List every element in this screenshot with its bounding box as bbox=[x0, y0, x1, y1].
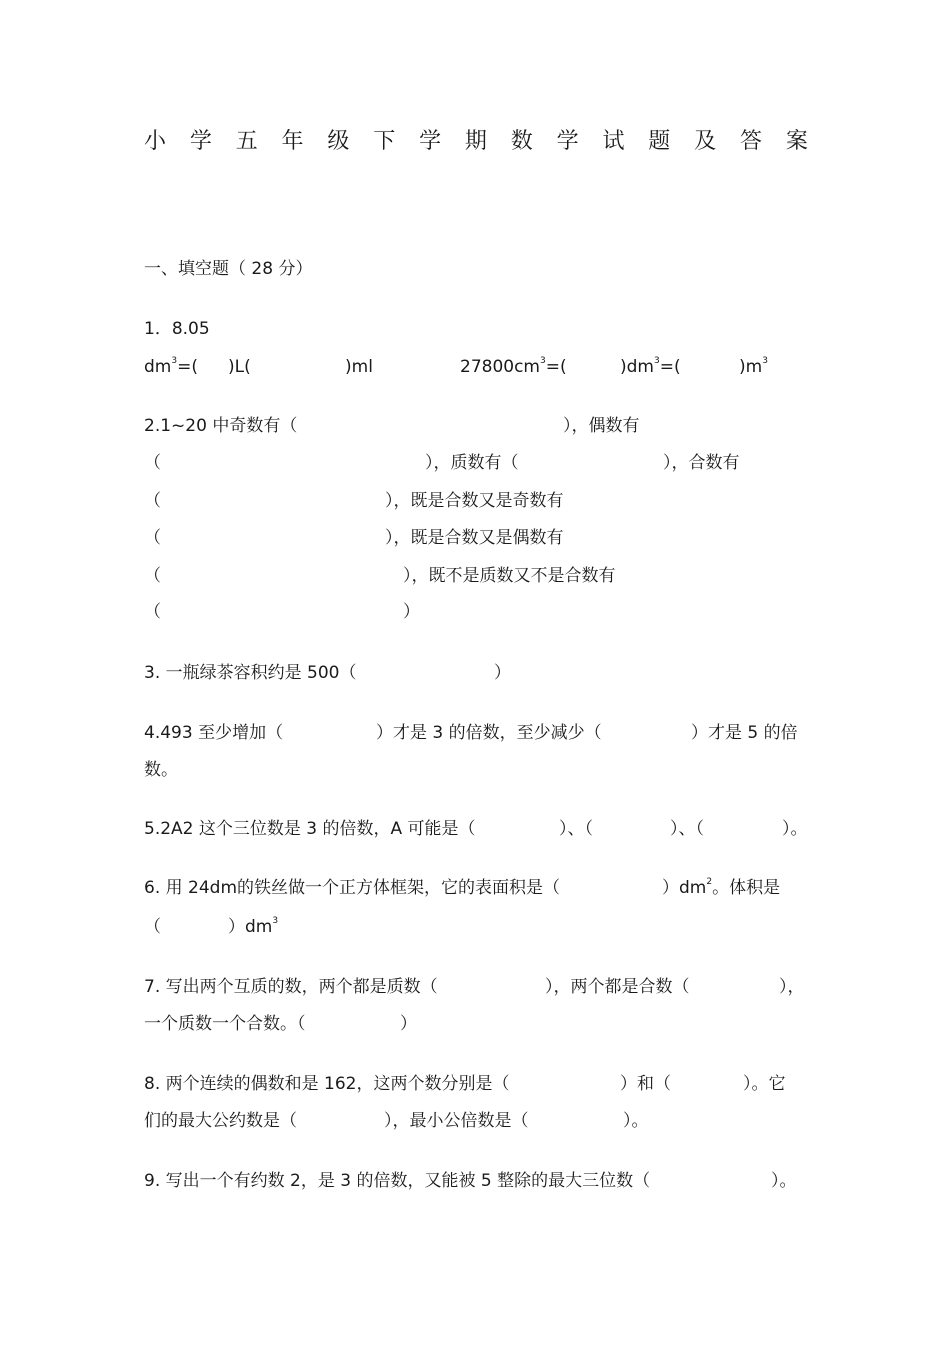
title-char: 五 bbox=[235, 129, 258, 154]
title-char: 年 bbox=[281, 129, 304, 154]
document-page: 小 学 五 年 级 下 学 期 数 学 试 题 及 答 案 一、填空题（ 28 分） 1．8.05 $dm^3=$( )L( )ml $27800cm^3=$( )$dm^3=$( )$m^3$ 2.1~20 中奇数有（ ），偶数有 （ ），质数有（ ），合数有 （ ），既是合数又是奇数有 （ ），既是合数又是偶数有 （ ），既不是质数又不是合数有 （ ） 3. 一瓶绿茶容积约是 500（ ） 4.493 至少增加（ ）才是 3 的倍数，至少减少（ ）才是 5 的倍 数。 5.2A2 这个三位数是 3 的倍数，A 可能是（ ）、（ ）、（ ）。 6. 用 24dm的铁丝做一个正方体框架，它的表面积是（ ）$dm^2$。体积是 （ ）$dm^3$ 7. 写出两个互质的数，两个都是质数（ ），两个都是合数（ ）， 一个质数一个合数。（ ） 8. 两个连续的偶数和是 162，这两个数分别是（ ）和（ ）。它 们的最大公约数是（ ），最小公倍数是（ ）。 9. 写出一个有约数 2，是 3 的倍数，又能被 5 整除的最大三位数（ ）。 bbox=[144, 129, 808, 1191]
section-heading-fill-blank: 一、填空题（ 28 分） bbox=[144, 259, 313, 279]
title-char: 试 bbox=[602, 129, 625, 154]
title-char: 学 bbox=[556, 129, 579, 154]
title-char: 级 bbox=[327, 129, 350, 154]
title-char: 题 bbox=[648, 129, 671, 154]
title-char: 案 bbox=[785, 129, 808, 154]
title-char: 小 bbox=[144, 129, 167, 154]
title-char: 及 bbox=[694, 129, 717, 154]
title-char: 答 bbox=[739, 129, 762, 154]
title-char: 学 bbox=[419, 129, 442, 154]
title-char: 学 bbox=[189, 129, 212, 154]
title-char: 数 bbox=[510, 129, 533, 154]
title-char: 下 bbox=[373, 129, 396, 154]
title-char: 期 bbox=[464, 129, 487, 154]
page-title bbox=[144, 128, 808, 156]
question-1-head: 1．8.05 bbox=[144, 319, 210, 339]
question-4-line-2: 数。 bbox=[144, 760, 178, 780]
